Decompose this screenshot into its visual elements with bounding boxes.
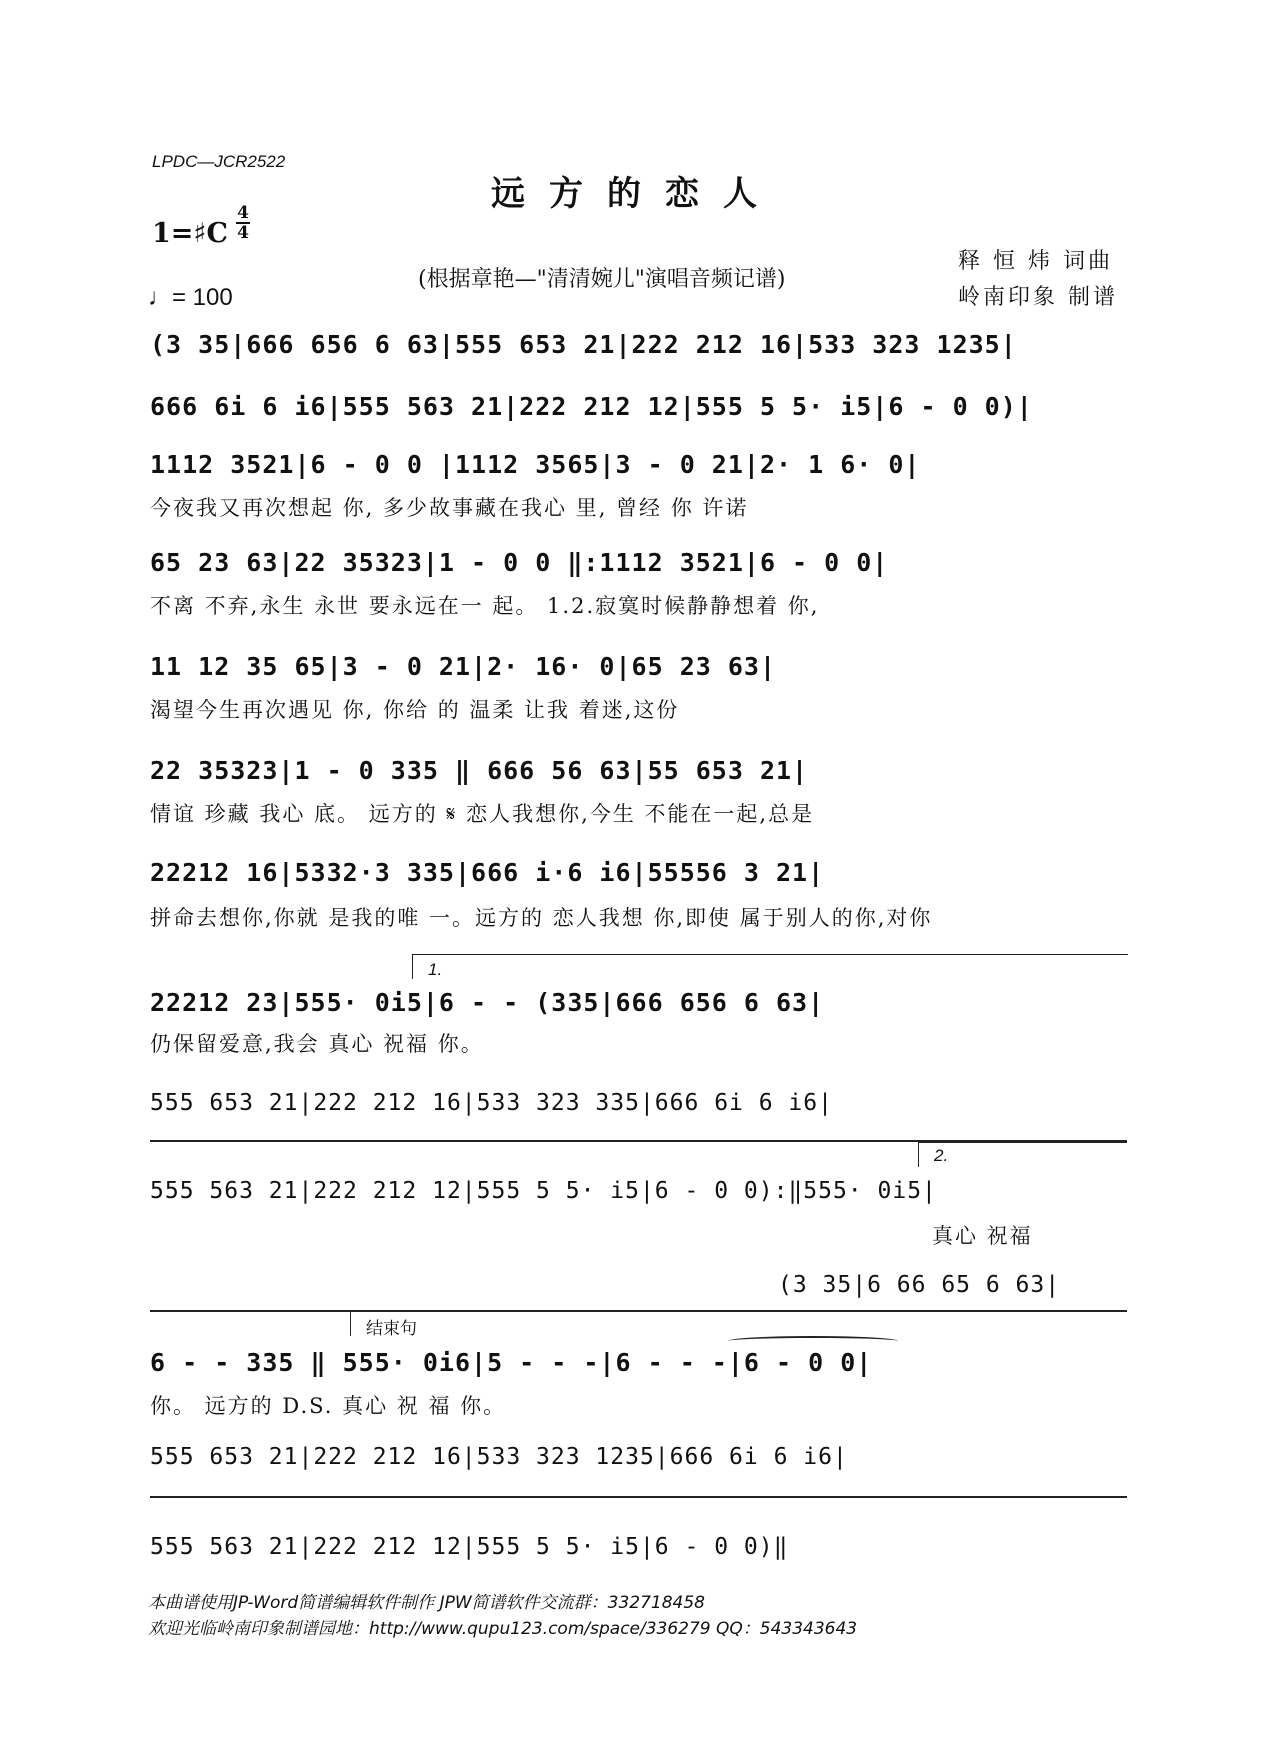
notes-line: 22 35323|1 - 0 335 ‖ 666 56 63|55 653 21|	[150, 756, 809, 785]
lyrics-line: 渴望今生再次遇见 你, 你给 的 温柔 让我 着迷,这份	[150, 698, 680, 722]
footer-line-2: 欢迎光临岭南印象制谱园地：http://www.qupu123.com/space/336279 QQ：543343643	[148, 1619, 858, 1639]
first-ending-label: 1.	[428, 960, 443, 979]
first-ending-bracket	[412, 954, 1128, 979]
notes-line: 555 653 21|222 212 16|533 323 335|666 6i 6 i6|	[150, 1090, 833, 1116]
section-divider	[150, 1310, 1127, 1312]
second-ending-label: 2.	[934, 1146, 949, 1165]
notes-line: 22212 16|5332·3 335|666 i·6 i6|55556 3 21|	[150, 858, 825, 887]
page-title: 远方的恋人	[491, 174, 781, 214]
credit-arranger: 岭南印象 制谱	[958, 285, 1118, 310]
lyrics-line: 真心 祝福	[932, 1224, 1033, 1248]
notes-line: (3 35|666 656 6 63|555 653 21|222 212 16|533 323 1235|	[150, 330, 1017, 359]
lyrics-line: 不离 不弃,永生 永世 要永远在一 起。 1.2.寂寞时候静静想着 你,	[150, 594, 820, 618]
time-signature-bottom: 4	[237, 223, 249, 243]
lyrics-line: 你。 远方的 D.S. 真心 祝 福 你。	[150, 1394, 507, 1418]
lyrics-line: 今夜我又再次想起 你, 多少故事藏在我心 里, 曾经 你 许诺	[150, 496, 749, 520]
notes-line: (3 35|6 66 65 6 63|	[778, 1272, 1061, 1298]
tie-arc	[728, 1336, 898, 1346]
section-divider	[150, 1496, 1127, 1498]
notes-line: 555 563 21|222 212 12|555 5 5· i5|6 - 0 0):‖555· 0i5|	[150, 1178, 937, 1204]
coda-label: 结束句	[366, 1319, 417, 1338]
footer-line-1: 本曲谱使用JP-Word简谱编辑软件制作 JPW简谱软件交流群：332718458	[148, 1593, 705, 1613]
lyrics-line: 情谊 珍藏 我心 底。 远方的 𝄋 恋人我想你,今生 不能在一起,总是	[150, 802, 815, 826]
subtitle: (根据章艳—"清清婉儿"演唱音频记谱)	[418, 267, 786, 292]
time-signature	[236, 204, 250, 242]
notes-line: 666 6i 6 i6|555 563 21|222 212 12|555 5 5· i5|6 - 0 0)|	[150, 392, 1033, 421]
second-ending-bracket	[918, 1142, 1127, 1167]
score-code: LPDC—JCR2522	[152, 152, 286, 171]
lyrics-line: 仍保留爱意,我会 真心 祝福 你。	[150, 1032, 484, 1056]
notes-line: 11 12 35 65|3 - 0 21|2· 16· 0|65 23 63|	[150, 652, 776, 681]
key-signature: 1=♯C	[152, 218, 228, 249]
notes-line: 1112 3521|6 - 0 0 |1112 3565|3 - 0 21|2· 1 6· 0|	[150, 450, 921, 479]
notes-line: 22212 23|555· 0i5|6 - - (335|666 656 6 63|	[150, 988, 825, 1017]
credit-composer: 释 恒 炜 词曲	[958, 249, 1113, 274]
time-signature-top: 4	[237, 203, 249, 223]
notes-line: 6 - - 335 ‖ 555· 0i6|5 - - -|6 - - -|6 - 0 0|	[150, 1348, 873, 1377]
notes-line: 555 653 21|222 212 16|533 323 1235|666 6i 6 i6|	[150, 1444, 848, 1470]
lyrics-line: 拼命去想你,你就 是我的唯 一。远方的 恋人我想 你,即使 属于别人的你,对你	[150, 906, 933, 930]
tempo-marking: ♩= 100	[148, 284, 233, 311]
notes-line: 65 23 63|22 35323|1 - 0 0 ‖:1112 3521|6 - 0 0|	[150, 548, 889, 577]
notes-line: 555 563 21|222 212 12|555 5 5· i5|6 - 0 0)‖	[150, 1534, 789, 1560]
